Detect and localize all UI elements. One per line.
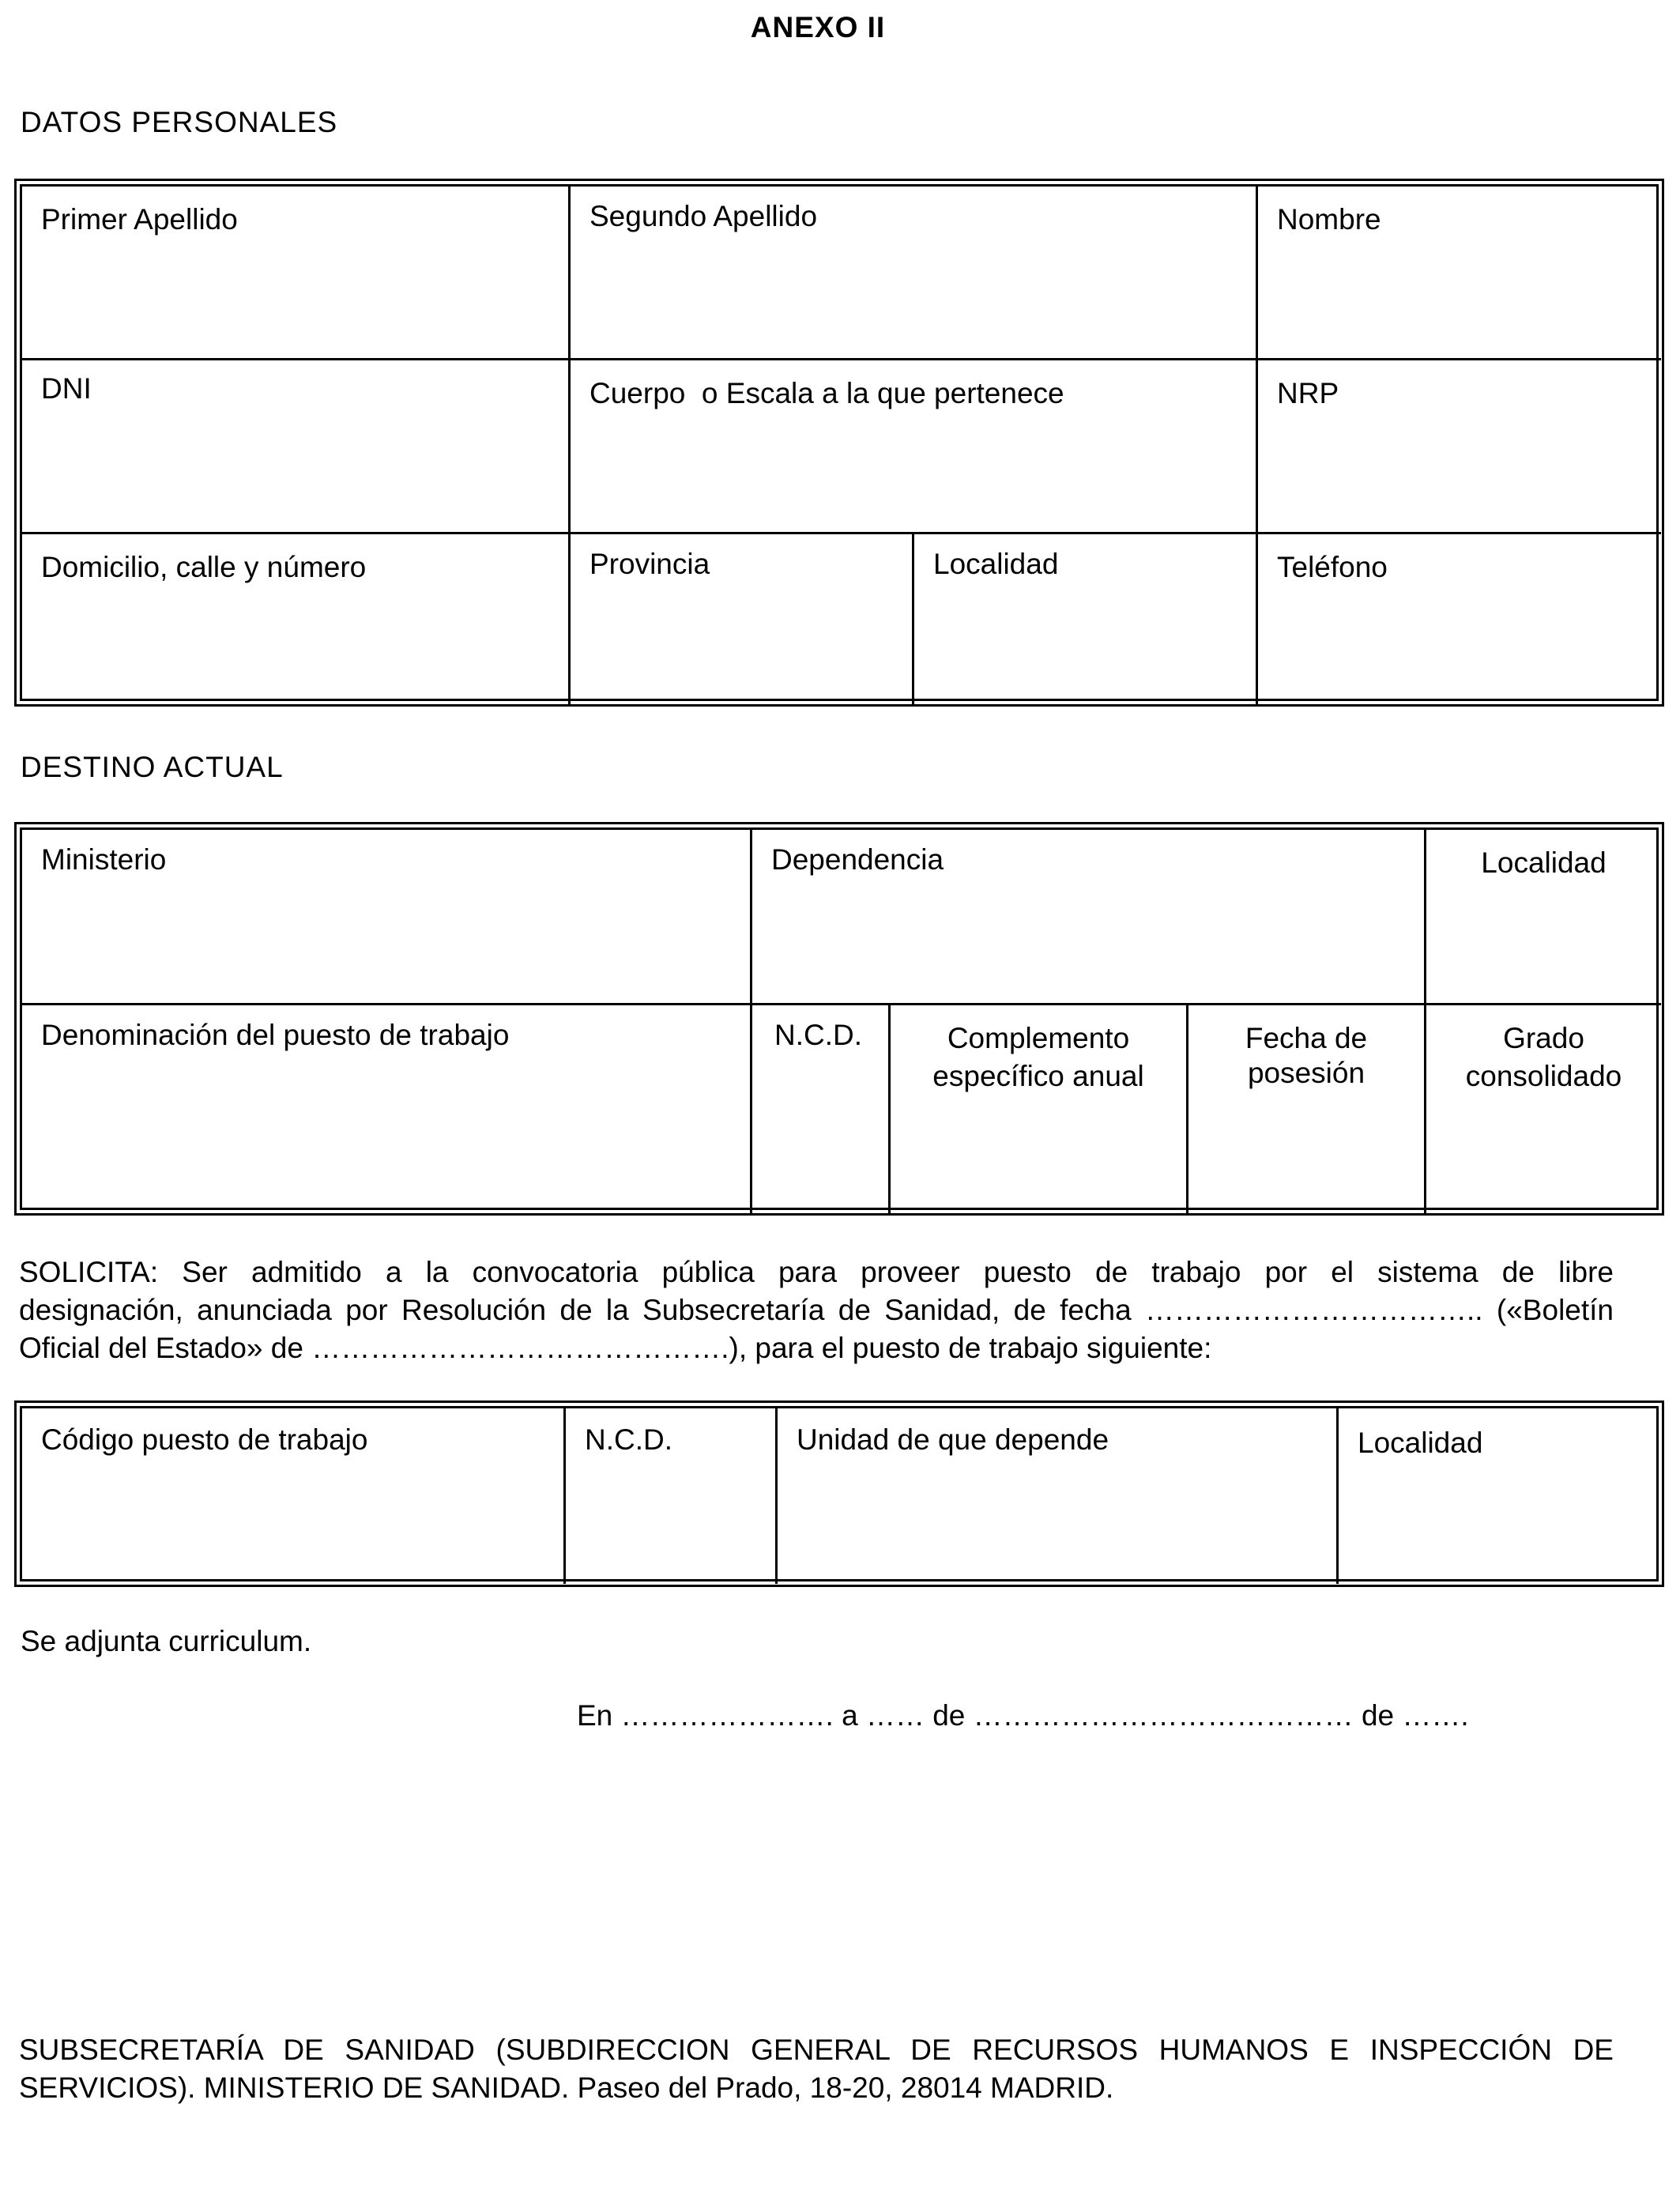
label-ncd-actual: N.C.D. <box>774 1019 862 1051</box>
label-segundo-apellido: Segundo Apellido <box>590 200 818 232</box>
label-fecha-line2: posesión <box>1247 1057 1365 1089</box>
field-ncd-actual[interactable] <box>752 1005 891 1213</box>
solicita-paragraph <box>19 1253 1614 1367</box>
field-ncd-solicitado[interactable] <box>566 1408 778 1584</box>
label-grado-line2: consolidado <box>1465 1060 1622 1092</box>
footer-address <box>19 2031 1614 2107</box>
label-ministerio: Ministerio <box>41 843 167 876</box>
field-ministerio[interactable] <box>22 830 752 1005</box>
label-provincia: Provincia <box>590 548 710 580</box>
field-provincia[interactable] <box>571 534 914 704</box>
label-telefono: Teléfono <box>1277 551 1388 583</box>
field-telefono[interactable] <box>1258 534 1661 704</box>
field-codigo-puesto[interactable] <box>22 1408 566 1584</box>
label-complemento-line1: Complemento <box>947 1022 1130 1054</box>
label-denominacion-puesto: Denominación del puesto de trabajo <box>41 1019 510 1051</box>
field-nrp[interactable] <box>1258 360 1661 534</box>
label-nombre: Nombre <box>1277 203 1381 236</box>
field-denominacion-puesto[interactable] <box>22 1005 752 1213</box>
field-localidad-solicitado[interactable] <box>1339 1408 1661 1584</box>
page-title: ANEXO II <box>750 11 886 43</box>
field-cuerpo-escala[interactable] <box>571 360 1258 534</box>
label-localidad-actual: Localidad <box>1481 846 1607 879</box>
field-primer-apellido[interactable] <box>22 187 571 360</box>
section-heading-destino-actual: DESTINO ACTUAL <box>21 751 284 783</box>
puesto-solicitado-table <box>14 1400 1664 1587</box>
label-unidad-depende: Unidad de que depende <box>797 1423 1109 1456</box>
lugar-fecha-line[interactable]: En …………………. a …… de ………………………………… de ……. <box>577 1699 1469 1732</box>
field-segundo-apellido[interactable] <box>571 187 1258 360</box>
field-localidad[interactable] <box>914 534 1258 704</box>
solicita-line-3: Oficial del Estado» de …………………………………….), para el puesto de trabajo siguiente: <box>19 1332 1212 1364</box>
field-domicilio[interactable] <box>22 534 571 704</box>
destino-actual-table <box>14 822 1664 1216</box>
field-fecha-posesion[interactable] <box>1188 1005 1426 1213</box>
label-dni: DNI <box>41 372 92 405</box>
field-complemento-especifico[interactable] <box>891 1005 1188 1213</box>
label-localidad: Localidad <box>933 548 1059 580</box>
label-nrp: NRP <box>1277 377 1339 409</box>
label-ncd-solicitado: N.C.D. <box>585 1423 672 1456</box>
label-dependencia: Dependencia <box>771 843 944 876</box>
field-unidad-depende[interactable] <box>778 1408 1339 1584</box>
solicita-line-2: designación, anunciada por Resolución de la Subsecretaría de Sanidad, de fecha …………………………….. («Boletín <box>19 1294 1614 1326</box>
field-dependencia[interactable] <box>752 830 1426 1005</box>
field-localidad-actual[interactable] <box>1426 830 1661 1005</box>
label-codigo-puesto: Código puesto de trabajo <box>41 1423 368 1456</box>
label-cuerpo-escala: Cuerpo o Escala a la que pertenece <box>590 377 1064 409</box>
datos-personales-table <box>14 179 1664 707</box>
label-grado-line1: Grado <box>1503 1022 1584 1054</box>
field-nombre[interactable] <box>1258 187 1661 360</box>
footer-line-2: SERVICIOS). MINISTERIO DE SANIDAD. Paseo del Prado, 18-20, 28014 MADRID. <box>19 2071 1114 2104</box>
field-dni[interactable] <box>22 360 571 534</box>
label-domicilio: Domicilio, calle y número <box>41 551 367 583</box>
curriculum-note: Se adjunta curriculum. <box>21 1625 312 1657</box>
label-primer-apellido: Primer Apellido <box>41 203 238 236</box>
field-grado-consolidado[interactable] <box>1426 1005 1661 1213</box>
label-fecha-line1: Fecha de <box>1245 1022 1368 1054</box>
label-localidad-solicitado: Localidad <box>1358 1427 1483 1459</box>
section-heading-datos-personales: DATOS PERSONALES <box>21 106 338 138</box>
footer-line-1: SUBSECRETARÍA DE SANIDAD (SUBDIRECCION GENERAL DE RECURSOS HUMANOS E INSPECCIÓN DE <box>19 2034 1614 2066</box>
solicita-line-1: SOLICITA: Ser admitido a la convocatoria pública para proveer puesto de trabajo por el sistema de libre <box>19 1256 1614 1288</box>
label-complemento-line2: específico anual <box>932 1060 1144 1092</box>
